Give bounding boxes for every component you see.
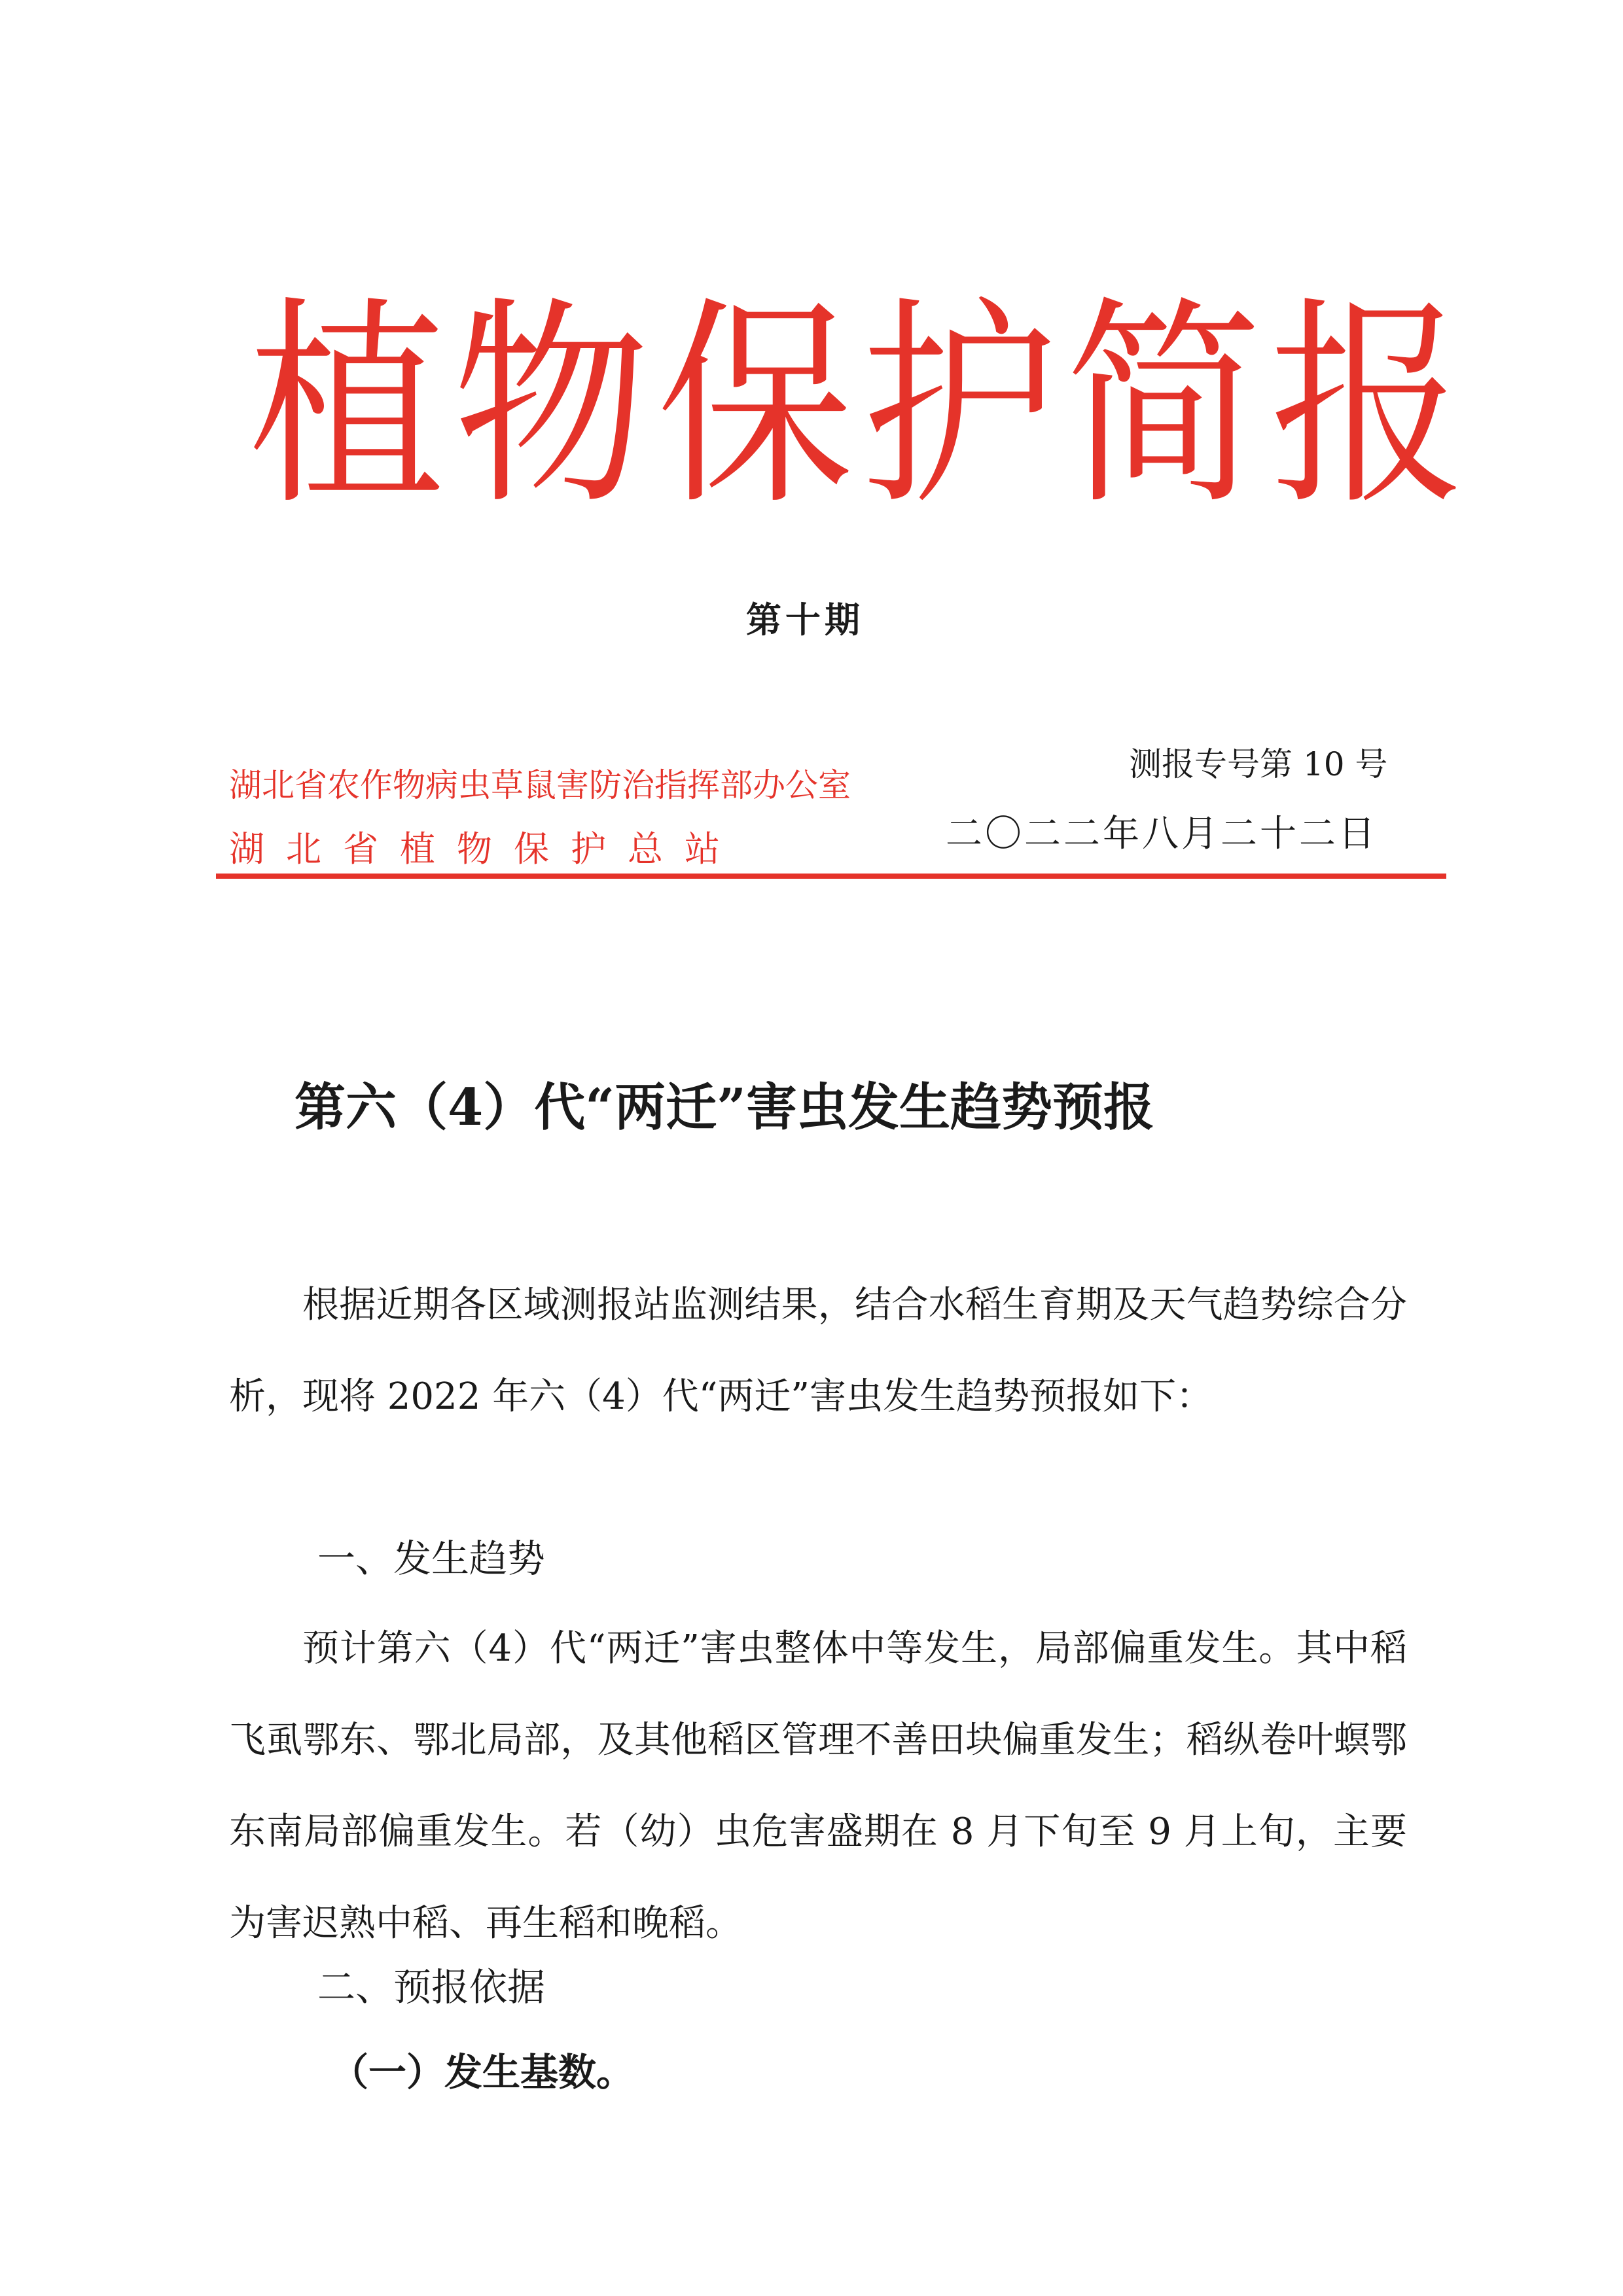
section-heading-basis: 二、预报依据: [317, 1965, 546, 2009]
document-title: 第六（4）代“两迁”害虫发生趋势预报: [294, 1078, 1155, 1137]
serial-number: 测报专号第 10 号: [1129, 745, 1388, 783]
intro-paragraph: 根据近期各区域测报站监测结果，结合水稻生育期及天气趋势综合分析，现将 2022 年六（4）代“两迁”害虫发生趋势预报如下：: [229, 1284, 1407, 1418]
masthead-title: 植物保护简报: [249, 278, 1474, 535]
section-heading-trend: 一、发生趋势: [317, 1536, 546, 1581]
issuing-station: 湖北省植物保护总站: [229, 828, 741, 870]
issue-date: 二〇二二年八月二十二日: [946, 813, 1378, 855]
subsection-heading-base-number: （一）发生基数。: [330, 2050, 635, 2094]
trend-paragraph: 预计第六（4）代“两迁”害虫整体中等发生，局部偏重发生。其中稻飞虱鄂东、鄂北局部，及其他稻区管理不善田块偏重发生；稻纵卷叶螟鄂东南局部偏重发生。若（幼）虫危害盛期在 8 月下旬至 9 月上旬，主要为害迟熟中稻、再生稻和晚稻。: [229, 1627, 1407, 1945]
issuing-office: 湖北省农作物病虫草鼠害防治指挥部办公室: [229, 766, 851, 804]
header-divider: [216, 874, 1446, 879]
issue-number: 第十期: [746, 599, 864, 641]
